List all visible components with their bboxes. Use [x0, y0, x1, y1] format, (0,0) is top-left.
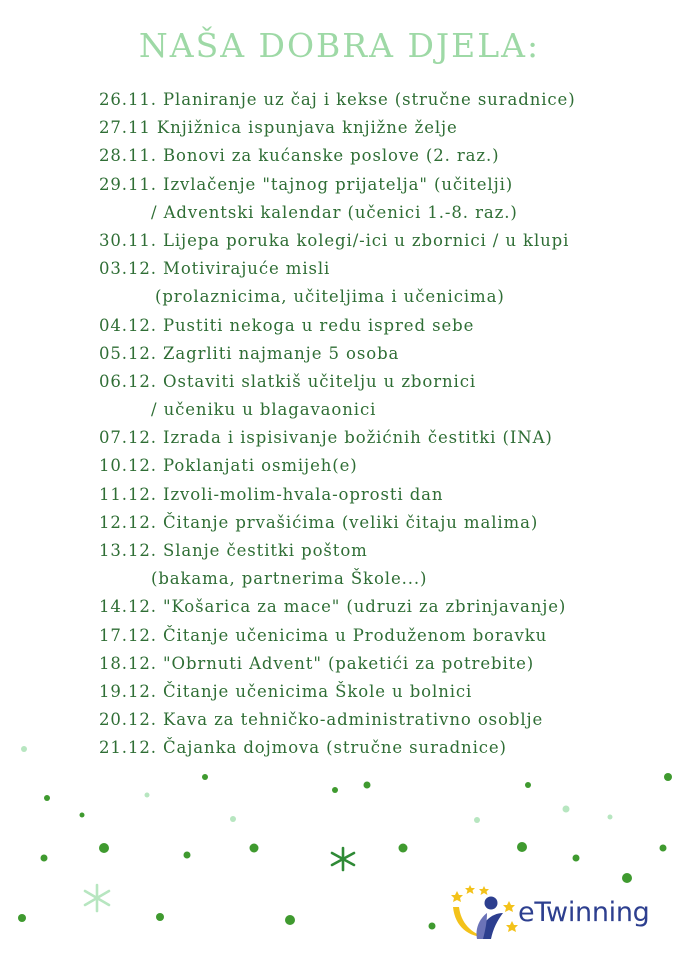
list-item: 28.11. Bonovi za kućanske poslove (2. raz.) [99, 146, 500, 166]
list-item: 05.12. Zagrliti najmanje 5 osoba [99, 343, 400, 363]
list-item-continuation: (bakama, partnerima Škole...) [151, 569, 428, 589]
list-item: 07.12. Izrada i ispisivanje božićnih čestitki (INA) [99, 428, 553, 448]
confetti-dot [429, 923, 436, 930]
confetti-dot [525, 782, 531, 788]
star-icon [332, 848, 354, 870]
confetti-dot [660, 845, 667, 852]
confetti-dot [517, 842, 527, 852]
confetti-dot [156, 913, 164, 921]
page-title: NAŠA DOBRA DJELA: [138, 26, 541, 65]
list-item-continuation: (prolaznicima, učiteljima i učenicima) [155, 287, 505, 307]
confetti-dot [364, 782, 371, 789]
star-icon [503, 901, 515, 912]
list-item-continuation: / učeniku u blagavaonici [151, 400, 377, 420]
confetti-dot [184, 852, 191, 859]
confetti-dot [99, 843, 109, 853]
list-item: 18.12. "Obrnuti Advent" (paketići za potrebite) [99, 653, 535, 673]
list-item: 27.11 Knjižnica ispunjava knjižne želje [99, 118, 458, 138]
list-item: 20.12. Kava za tehničko-administrativno osoblje [99, 710, 544, 730]
logo-prefix: e [518, 897, 535, 928]
confetti-dot-light [474, 817, 480, 823]
confetti-dot [80, 813, 85, 818]
list-item: 11.12. Izvoli-molim-hvala-oprosti dan [99, 484, 444, 504]
confetti-dot [332, 787, 338, 793]
confetti-dot [664, 773, 672, 781]
star-icon [85, 885, 109, 911]
list-item: 17.12. Čitanje učenicima u Produženom boravku [99, 625, 548, 645]
confetti-dot-light [230, 816, 236, 822]
star-icon [479, 886, 489, 895]
confetti-dot-light [608, 815, 613, 820]
list-item: 26.11. Planiranje uz čaj i kekse (stručne suradnice) [99, 90, 576, 109]
list-item: 13.12. Slanje čestitki poštom [99, 541, 368, 560]
confetti-dot [622, 873, 632, 883]
list-item-continuation: / Adventski kalendar (učenici 1.-8. raz.) [151, 202, 518, 222]
star-icon [451, 891, 463, 902]
confetti-dot [285, 915, 295, 925]
confetti-dot [250, 844, 259, 853]
confetti-dot [41, 855, 48, 862]
list-item: 12.12. Čitanje prvašićima (veliki čitaju malima) [99, 512, 539, 532]
confetti-dot [202, 774, 208, 780]
confetti-dot [44, 795, 50, 801]
confetti-dot [399, 844, 408, 853]
list-item: 19.12. Čitanje učenicima Škole u bolnici [99, 681, 473, 701]
star-icon [506, 921, 518, 932]
etwinning-wordmark [518, 897, 650, 928]
confetti-dot-light [563, 806, 570, 813]
list-item: 04.12. Pustiti nekoga u redu ispred sebe [99, 315, 475, 335]
confetti-dot-light [145, 793, 150, 798]
list-item: 10.12. Poklanjati osmijeh(e) [99, 456, 358, 476]
star-icon [465, 885, 475, 894]
list-item: 29.11. Izvlačenje "tajnog prijatelja" (učitelji) [99, 174, 514, 194]
etwinning-figure-icon [447, 883, 522, 943]
list-item: 03.12. Motivirajuće misli [99, 259, 331, 279]
confetti-dot [573, 855, 580, 862]
list-item: 14.12. "Košarica za mace" (udruzi za zbrinjavanje) [99, 597, 567, 617]
logo-word: Twinning [534, 897, 650, 928]
list-item: 06.12. Ostaviti slatkiš učitelju u zbornici [99, 371, 477, 391]
confetti-dot [18, 914, 26, 922]
list-item: 21.12. Čajanka dojmova (stručne suradnice) [99, 738, 507, 758]
list-item: 30.11. Lijepa poruka kolegi/-ici u zbornici / u klupi [99, 230, 570, 250]
confetti-dot-light [21, 746, 27, 752]
